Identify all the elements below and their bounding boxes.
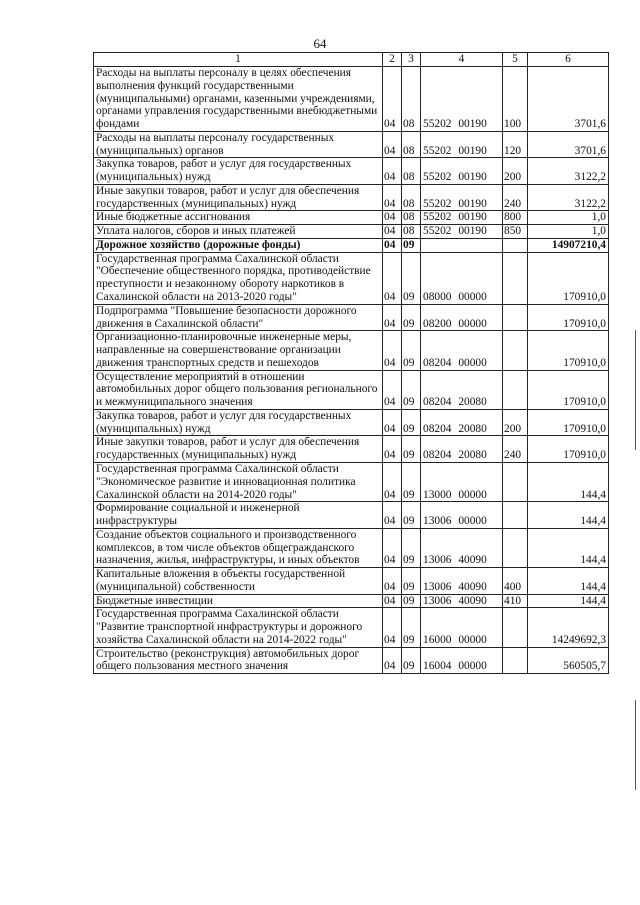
row-rz-cell: 04: [383, 608, 402, 647]
row-csr-cell: 13006 40090: [421, 594, 503, 608]
row-rz-cell: 04: [383, 647, 402, 674]
scan-edge-mark: [635, 330, 636, 450]
row-sum-cell: 170910,0: [528, 304, 609, 331]
table-row: [94, 436, 609, 463]
row-csr-cell: 55202 00190: [421, 67, 503, 132]
row-name-cell: Организационно-планировочные инженерные меры, направленные на совершенствование организации движения транспортных средств и пешеходов: [94, 331, 383, 370]
row-sum-cell: 14249692,3: [528, 608, 609, 647]
row-vr-cell: 200: [503, 158, 528, 185]
row-vr-cell: [503, 502, 528, 529]
row-name-cell: Иные закупки товаров, работ и услуг для обеспечения государственных (муниципальных) нужд: [94, 436, 383, 463]
row-sum-cell: 170910,0: [528, 409, 609, 436]
row-name-cell: Закупка товаров, работ и услуг для государственных (муниципальных) нужд: [94, 409, 383, 436]
row-csr-cell: 55202 00190: [421, 225, 503, 239]
row-pr-cell: 08: [402, 158, 421, 185]
row-csr-cell: 08204 20080: [421, 436, 503, 463]
row-pr-cell: 09: [402, 462, 421, 501]
budget-table: [93, 52, 609, 674]
row-pr-cell: 09: [402, 528, 421, 567]
table-row: [94, 225, 609, 239]
row-vr-cell: 100: [503, 67, 528, 132]
row-name-cell: Бюджетные инвестиции: [94, 594, 383, 608]
row-name-cell: Закупка товаров, работ и услуг для государственных (муниципальных) нужд: [94, 158, 383, 185]
row-sum-cell: 3701,6: [528, 131, 609, 158]
table-row: [94, 594, 609, 608]
row-csr-cell: 08204 20080: [421, 409, 503, 436]
table-row: [94, 158, 609, 185]
row-name-cell: Государственная программа Сахалинской области "Обеспечение общественного порядка, противодействие преступности и незаконному обороту наркотиков в Сахалинской области на 2013-2020 годы": [94, 252, 383, 304]
row-name-cell: Расходы на выплаты персоналу в целях обеспечения выполнения функций государственными (муниципальными) органами, казенными учреждениями, органами управления государственными внебюджетными фондами: [94, 67, 383, 132]
row-vr-cell: [503, 252, 528, 304]
header-col-3: 3: [402, 53, 421, 67]
row-rz-cell: 04: [383, 252, 402, 304]
row-name-cell: Государственная программа Сахалинской области "Экономическое развитие и инновационная политика Сахалинской области на 2014-2020 годы": [94, 462, 383, 501]
header-col-5: 5: [503, 53, 528, 67]
row-csr-cell: 16004 00000: [421, 647, 503, 674]
table-row: [94, 211, 609, 225]
row-rz-cell: 04: [383, 225, 402, 239]
row-rz-cell: 04: [383, 67, 402, 132]
row-csr-cell: 55202 00190: [421, 131, 503, 158]
row-pr-cell: 08: [402, 184, 421, 211]
row-sum-cell: 3701,6: [528, 67, 609, 132]
table-row: [94, 67, 609, 132]
header-col-6: 6: [528, 53, 609, 67]
row-vr-cell: [503, 528, 528, 567]
row-vr-cell: 120: [503, 131, 528, 158]
row-sum-cell: 170910,0: [528, 252, 609, 304]
row-name-cell: Подпрограмма "Повышение безопасности дорожного движения в Сахалинской области": [94, 304, 383, 331]
row-sum-cell: 144,4: [528, 594, 609, 608]
row-rz-cell: 04: [383, 304, 402, 331]
row-rz-cell: 04: [383, 594, 402, 608]
row-name-cell: Дорожное хозяйство (дорожные фонды): [94, 238, 383, 252]
table-row: [94, 502, 609, 529]
row-sum-cell: 3122,2: [528, 184, 609, 211]
table-row: [94, 409, 609, 436]
row-pr-cell: 09: [402, 252, 421, 304]
row-vr-cell: 200: [503, 409, 528, 436]
table-row: [94, 370, 609, 409]
row-rz-cell: 04: [383, 370, 402, 409]
row-sum-cell: 144,4: [528, 462, 609, 501]
row-vr-cell: [503, 462, 528, 501]
row-vr-cell: 800: [503, 211, 528, 225]
table-row: [94, 331, 609, 370]
row-pr-cell: 08: [402, 211, 421, 225]
row-vr-cell: 850: [503, 225, 528, 239]
row-vr-cell: 240: [503, 184, 528, 211]
row-vr-cell: [503, 304, 528, 331]
table-row: [94, 647, 609, 674]
row-sum-cell: 170910,0: [528, 331, 609, 370]
row-sum-cell: 170910,0: [528, 436, 609, 463]
table-row: [94, 608, 609, 647]
row-csr-cell: 08204 20080: [421, 370, 503, 409]
table-row: [94, 238, 609, 252]
table-row: [94, 184, 609, 211]
header-col-2: 2: [383, 53, 402, 67]
row-vr-cell: [503, 647, 528, 674]
row-sum-cell: 3122,2: [528, 158, 609, 185]
row-pr-cell: 09: [402, 568, 421, 595]
row-rz-cell: 04: [383, 131, 402, 158]
row-rz-cell: 04: [383, 158, 402, 185]
header-row: [94, 53, 609, 67]
row-sum-cell: 14907210,4: [528, 238, 609, 252]
row-pr-cell: 09: [402, 331, 421, 370]
row-pr-cell: 09: [402, 608, 421, 647]
row-pr-cell: 09: [402, 370, 421, 409]
table-row: [94, 462, 609, 501]
row-vr-cell: 240: [503, 436, 528, 463]
row-pr-cell: 09: [402, 238, 421, 252]
row-name-cell: Капитальные вложения в объекты государственной (муниципальной) собственности: [94, 568, 383, 595]
row-csr-cell: 55202 00190: [421, 211, 503, 225]
row-vr-cell: [503, 238, 528, 252]
row-csr-cell: 55202 00190: [421, 158, 503, 185]
row-name-cell: Формирование социальной и инженерной инфраструктуры: [94, 502, 383, 529]
row-pr-cell: 08: [402, 67, 421, 132]
row-vr-cell: [503, 370, 528, 409]
row-name-cell: Расходы на выплаты персоналу государственных (муниципальных) органов: [94, 131, 383, 158]
row-csr-cell: 55202 00190: [421, 184, 503, 211]
row-sum-cell: 560505,7: [528, 647, 609, 674]
header-col-4: 4: [421, 53, 503, 67]
row-name-cell: Уплата налогов, сборов и иных платежей: [94, 225, 383, 239]
row-rz-cell: 04: [383, 331, 402, 370]
row-pr-cell: 09: [402, 502, 421, 529]
header-col-1: 1: [94, 53, 383, 67]
table-row: [94, 304, 609, 331]
row-name-cell: Осуществление мероприятий в отношении автомобильных дорог общего пользования регионального и межмуниципального значения: [94, 370, 383, 409]
table-row: [94, 131, 609, 158]
row-vr-cell: [503, 608, 528, 647]
row-sum-cell: 144,4: [528, 528, 609, 567]
row-name-cell: Иные закупки товаров, работ и услуг для обеспечения государственных (муниципальных) нужд: [94, 184, 383, 211]
row-name-cell: Строительство (реконструкция) автомобильных дорог общего пользования местного значения: [94, 647, 383, 674]
row-pr-cell: 09: [402, 594, 421, 608]
row-pr-cell: 09: [402, 304, 421, 331]
row-csr-cell: 13006 00000: [421, 502, 503, 529]
row-rz-cell: 04: [383, 502, 402, 529]
row-rz-cell: 04: [383, 238, 402, 252]
row-rz-cell: 04: [383, 462, 402, 501]
row-name-cell: Государственная программа Сахалинской области "Развитие транспортной инфраструктуры и дорожного хозяйства Сахалинской области на 2014-2022 годы": [94, 608, 383, 647]
page-number: 64: [313, 36, 327, 51]
row-csr-cell: 16000 00000: [421, 608, 503, 647]
table-row: [94, 528, 609, 567]
row-pr-cell: 08: [402, 225, 421, 239]
row-rz-cell: 04: [383, 528, 402, 567]
row-name-cell: Создание объектов социального и производственного комплексов, в том числе объектов общегражданского назначения, жилья, инфраструктуры, и иных объектов: [94, 528, 383, 567]
row-vr-cell: 400: [503, 568, 528, 595]
row-sum-cell: 170910,0: [528, 370, 609, 409]
row-pr-cell: 08: [402, 131, 421, 158]
row-sum-cell: 1,0: [528, 211, 609, 225]
row-rz-cell: 04: [383, 184, 402, 211]
table-row: [94, 252, 609, 304]
row-pr-cell: 09: [402, 436, 421, 463]
row-pr-cell: 09: [402, 409, 421, 436]
row-rz-cell: 04: [383, 211, 402, 225]
row-csr-cell: 13006 40090: [421, 528, 503, 567]
row-csr-cell: 13000 00000: [421, 462, 503, 501]
row-csr-cell: 08200 00000: [421, 304, 503, 331]
row-rz-cell: 04: [383, 409, 402, 436]
scan-edge-mark: [635, 700, 636, 790]
row-name-cell: Иные бюджетные ассигнования: [94, 211, 383, 225]
row-vr-cell: 410: [503, 594, 528, 608]
row-sum-cell: 144,4: [528, 502, 609, 529]
row-csr-cell: 08000 00000: [421, 252, 503, 304]
row-sum-cell: 1,0: [528, 225, 609, 239]
row-csr-cell: [421, 238, 503, 252]
row-csr-cell: 13006 40090: [421, 568, 503, 595]
row-vr-cell: [503, 331, 528, 370]
row-sum-cell: 144,4: [528, 568, 609, 595]
row-csr-cell: 08204 00000: [421, 331, 503, 370]
row-rz-cell: 04: [383, 568, 402, 595]
row-pr-cell: 09: [402, 647, 421, 674]
row-rz-cell: 04: [383, 436, 402, 463]
table-row: [94, 568, 609, 595]
